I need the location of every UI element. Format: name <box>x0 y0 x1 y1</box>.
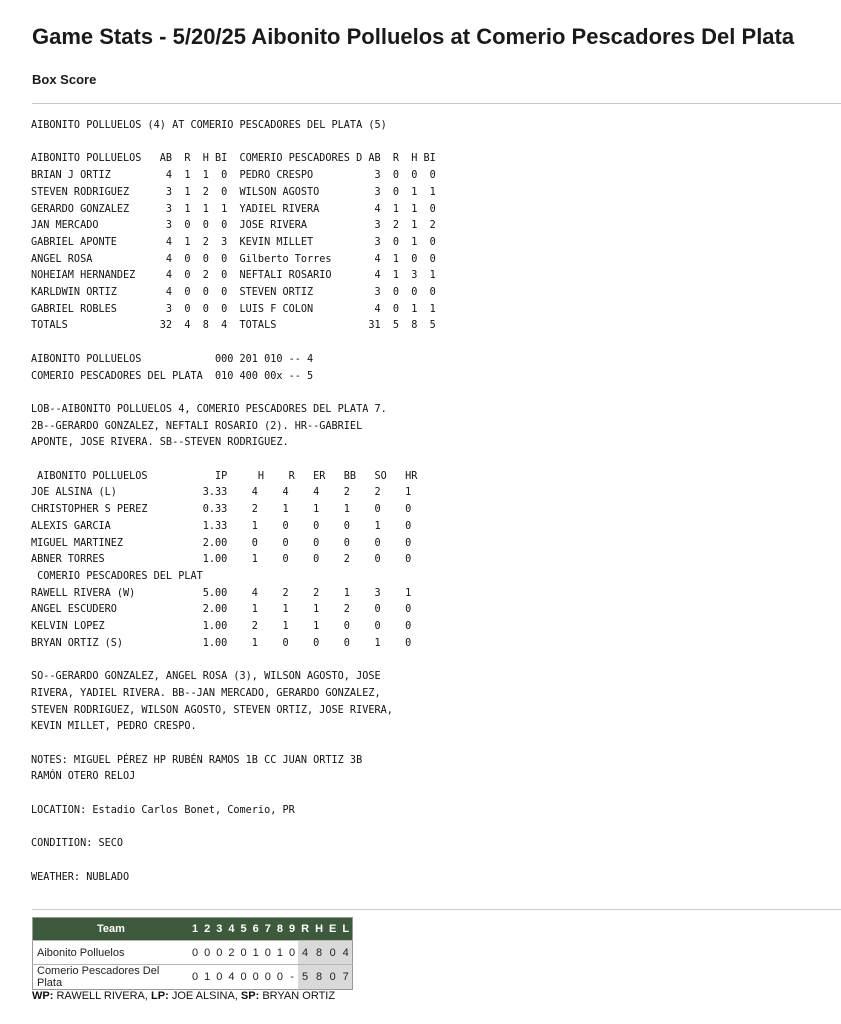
inning-score: 2 <box>225 941 237 965</box>
total-lob: 7 <box>339 965 352 990</box>
total-errors: 0 <box>326 941 339 965</box>
header-inning-9: 9 <box>286 918 298 941</box>
inning-score: 1 <box>274 941 286 965</box>
inning-score: 0 <box>201 941 213 965</box>
total-lob: 4 <box>339 941 352 965</box>
header-inning-8: 8 <box>274 918 286 941</box>
inning-score: 4 <box>225 965 237 990</box>
total-runs: 4 <box>298 941 312 965</box>
inning-score: 0 <box>238 941 250 965</box>
inning-score: 0 <box>213 941 225 965</box>
total-errors: 0 <box>326 965 339 990</box>
header-team: Team <box>33 918 190 941</box>
sp-label: SP: <box>240 990 260 1002</box>
pitching-decisions: WP: RAWELL RIVERA, LP: JOE ALSINA, SP: BRYAN ORTIZ <box>32 990 336 1002</box>
total-runs: 5 <box>298 965 312 990</box>
header-inning-4: 4 <box>225 918 237 941</box>
inning-score: 0 <box>262 965 274 990</box>
inning-score: 0 <box>274 965 286 990</box>
total-hits: 8 <box>312 965 326 990</box>
linescore-table <box>32 917 353 990</box>
header-runs: R <box>298 918 312 941</box>
header-inning-3: 3 <box>213 918 225 941</box>
divider-bottom <box>32 909 841 910</box>
header-inning-7: 7 <box>262 918 274 941</box>
total-hits: 8 <box>312 941 326 965</box>
inning-score: 0 <box>189 965 201 990</box>
header-errors: E <box>326 918 339 941</box>
inning-score: 0 <box>286 941 298 965</box>
inning-score: 0 <box>213 965 225 990</box>
header-inning-1: 1 <box>189 918 201 941</box>
inning-score: 1 <box>250 941 262 965</box>
save-pitcher: BRYAN ORTIZ <box>262 990 336 1002</box>
inning-score: 0 <box>189 941 201 965</box>
wp-label: WP: <box>32 990 54 1002</box>
inning-score: - <box>286 965 298 990</box>
inning-score: 0 <box>250 965 262 990</box>
team-name: Comerio Pescadores Del Plata <box>33 965 190 990</box>
lp-label: LP: <box>151 990 169 1002</box>
winning-pitcher: RAWELL RIVERA <box>56 990 145 1002</box>
inning-score: 0 <box>238 965 250 990</box>
inning-score: 0 <box>262 941 274 965</box>
header-lob: L <box>339 918 352 941</box>
header-hits: H <box>312 918 326 941</box>
linescore-row-home <box>33 965 353 990</box>
inning-score: 1 <box>201 965 213 990</box>
team-name: Aibonito Polluelos <box>33 941 190 965</box>
linescore-header-row <box>33 918 353 941</box>
header-inning-5: 5 <box>238 918 250 941</box>
losing-pitcher: JOE ALSINA <box>171 990 235 1002</box>
page-title: Game Stats - 5/20/25 Aibonito Polluelos at Comerio Pescadores Del Plata <box>32 24 795 49</box>
header-inning-6: 6 <box>250 918 262 941</box>
section-subtitle: Box Score <box>32 72 97 87</box>
header-inning-2: 2 <box>201 918 213 941</box>
box-score-text: AIBONITO POLLUELOS (4) AT COMERIO PESCADORES DEL PLATA (5) AIBONITO POLLUELOS AB R H BI COMERIO PESCADORES D AB R H BI BRIAN J ORTIZ 4 1 1 0 PEDRO CRESPO 3 0 0 0 STEVEN RODRIGUEZ 3 1 2 0 WILSON AGOSTO 3 0 1 1 GERARDO GONZALEZ 3 1 1 1 YADIEL RIVERA 4 1 1 0 JAN MERCADO 3 0 0 0 JOSE RIVERA 3 2 1 2 GABRIEL APONTE 4 1 2 3 KEVIN MILLET 3 0 1 0 ANGEL ROSA 4 0 0 0 Gilberto Torres 4 1 0 0 NOHEIAM HERNANDEZ 4 0 2 0 NEFTALI ROSARIO 4 1 3 1 KARLDWIN ORTIZ 4 0 0 0 STEVEN ORTIZ 3 0 0 0 GABRIEL ROBLES 3 0 0 0 LUIS F COLON 4 0 1 1 TOTALS 32 4 8 4 TOTALS 31 5 8 5 AIBONITO POLLUELOS 000 201 010 -- 4 COMERIO PESCADORES DEL PLATA 010 400 00x -- 5 LOB--AIBONITO POLLUELOS 4, COMERIO PESCADORES DEL PLATA 7. 2B--GERARDO GONZALEZ, NEFTALI ROSARIO (2). HR--GABRIEL APONTE, JOSE RIVERA. SB--STEVEN RODRIGUEZ. AIBONITO POLLUELOS IP H R ER BB SO HR JOE ALSINA (L) 3.33 4 4 4 2 2 1 CHRISTOPHER S PEREZ 0.33 2 1 1 1 0 0 ALEXIS GARCIA 1.33 1 0 0 0 1 0 MIGUEL MARTINEZ 2.00 0 0 0 0 0 0 ABNER TORRES 1.00 1 0 0 2 0 0 COMERIO PESCADORES DEL PLAT RAWELL RIVERA (W) 5.00 4 2 2 1 3 1 ANGEL ESCUDERO 2.00 1 1 1 2 0 0 KELVIN LOPEZ 1.00 2 1 1 0 0 0 BRYAN ORTIZ (S) 1.00 1 0 0 0 1 0 SO--GERARDO GONZALEZ, ANGEL ROSA (3), WILSON AGOSTO, JOSE RIVERA, YADIEL RIVERA. BB--JAN MERCADO, GERARDO GONZALEZ, STEVEN RODRIGUEZ, WILSON AGOSTO, STEVEN ORTIZ, JOSE RIVERA, KEVIN MILLET, PEDRO CRESPO. NOTES: MIGUEL PÉREZ HP RUBÉN RAMOS 1B CC JUAN ORTIZ 3B RAMÓN OTERO RELOJ LOCATION: Estadio Carlos Bonet, Comerio, PR CONDITION: SECO WEATHER: NUBLADO <box>31 120 436 883</box>
divider-top <box>32 103 841 104</box>
linescore-row-away <box>33 941 353 965</box>
